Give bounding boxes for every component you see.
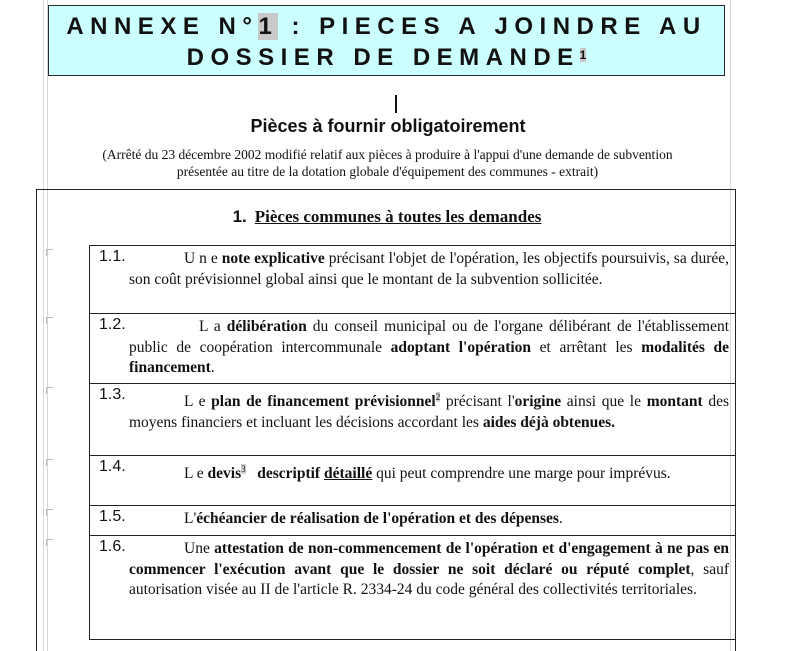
text-run: , sauf autorisation visée au II de l'article R. 2334-24 du code général des collectivités territoriales. xyxy=(129,560,730,598)
item-text xyxy=(129,459,729,485)
text-run: précisant l' xyxy=(440,393,515,411)
text-run: ainsi que le xyxy=(561,393,647,411)
bold-text-run: note explicative xyxy=(221,250,325,267)
annex-title-part: : PIECES A JOINDRE AU xyxy=(278,13,707,40)
bold-text-run: descriptif xyxy=(257,465,321,483)
decree-note-line: (Arrêté du 23 décembre 2002 modifié relatif aux pièces à produire à l'appui d'une demande de subvention xyxy=(102,147,673,162)
item-number: 1.1. xyxy=(99,248,126,265)
text-run: L a xyxy=(199,318,227,335)
text-run: L e xyxy=(184,465,208,483)
decree-note-line: présentée au titre de la dotation globale d'équipement des communes - extrait) xyxy=(176,164,599,179)
paragraph-marker xyxy=(46,387,53,394)
section-number: 1. xyxy=(232,207,247,226)
table-row[interactable] xyxy=(89,245,735,313)
text-run: et arrêtant les xyxy=(531,338,642,356)
table-bottom-border xyxy=(89,639,735,640)
paragraph-marker xyxy=(46,317,53,324)
documents-table[interactable] xyxy=(36,189,736,651)
annex-title-line-1 xyxy=(49,11,724,42)
footnote-ref[interactable]: 3 xyxy=(241,464,246,474)
item-number: 1.6. xyxy=(99,538,126,555)
bold-text-run: origine xyxy=(514,393,562,411)
item-number: 1.2. xyxy=(99,316,126,333)
bold-text-run: plan de financement prévisionnel xyxy=(211,393,436,411)
paragraph-marker xyxy=(46,539,53,546)
table-row[interactable] xyxy=(89,455,735,505)
item-text xyxy=(129,509,729,530)
table-row[interactable] xyxy=(89,535,735,639)
bold-text-run: détaillé xyxy=(323,465,373,483)
annex-title-selection: 1 xyxy=(258,13,279,40)
annex-title-part: DOSSIER DE DEMANDE xyxy=(186,44,580,71)
item-number: 1.3. xyxy=(99,386,126,403)
section-title-text: Pièces communes à toutes les demandes xyxy=(254,207,542,226)
bold-text-run: échéancier de réalisation de l'opération et des dépenses xyxy=(196,510,559,527)
item-text xyxy=(129,539,729,601)
item-number: 1.5. xyxy=(99,508,126,525)
text-run: qui peut comprendre une marge pour imprévus. xyxy=(372,465,671,483)
bold-text-run: attestation de non-commencement de l'opération et d'engagement à ne pas en commencer l'exécution avant que le dossier ne soit déclaré ou réputé complet xyxy=(129,540,730,578)
annex-title-line-2 xyxy=(49,42,724,73)
footnote-ref[interactable]: 1 xyxy=(579,48,587,62)
paragraph-marker xyxy=(46,249,53,256)
item-number: 1.4. xyxy=(99,458,126,475)
bold-text-run: modalités de financement xyxy=(129,338,730,376)
item-text xyxy=(129,387,729,433)
text-run: . xyxy=(558,510,563,527)
paragraph-marker xyxy=(46,459,53,466)
text-run: des moyens financiers et incluant les décisions accordant les xyxy=(129,393,730,431)
text-run: du conseil municipal ou de l'organe délibérant de l'établissement public de coopération intercommunale xyxy=(129,318,729,356)
bold-text-run: adoptant l'opération xyxy=(390,338,532,356)
text-run: L e xyxy=(184,393,212,411)
decree-reference-note xyxy=(60,146,715,180)
paragraph-marker xyxy=(46,509,53,516)
bold-text-run: aides déjà obtenues. xyxy=(482,413,616,431)
item-text xyxy=(129,317,729,379)
text-cursor xyxy=(395,95,397,113)
annex-title-box[interactable] xyxy=(48,5,725,76)
text-run: . xyxy=(210,359,215,376)
bold-text-run: montant xyxy=(646,393,703,411)
text-run: U n e xyxy=(184,250,222,267)
bold-text-run: délibération xyxy=(226,318,307,335)
table-row[interactable] xyxy=(89,383,735,455)
item-text xyxy=(129,249,729,290)
text-run: précisant l'objet de l'opération, les objectifs poursuivis, sa durée, son coût prévisionnel global ainsi que le montant de la subvention sollicitée. xyxy=(129,250,729,288)
table-row[interactable] xyxy=(89,313,735,383)
annex-title-part: ANNEXE N° xyxy=(66,13,259,40)
text-run: Une xyxy=(184,540,215,557)
table-row[interactable] xyxy=(89,505,735,535)
table-section-title xyxy=(37,207,737,227)
section-subheading: Pièces à fournir obligatoirement xyxy=(250,116,526,136)
text-run: L' xyxy=(184,510,197,527)
bold-text-run: devis xyxy=(207,465,242,483)
footnote-ref[interactable]: 2 xyxy=(435,392,441,402)
